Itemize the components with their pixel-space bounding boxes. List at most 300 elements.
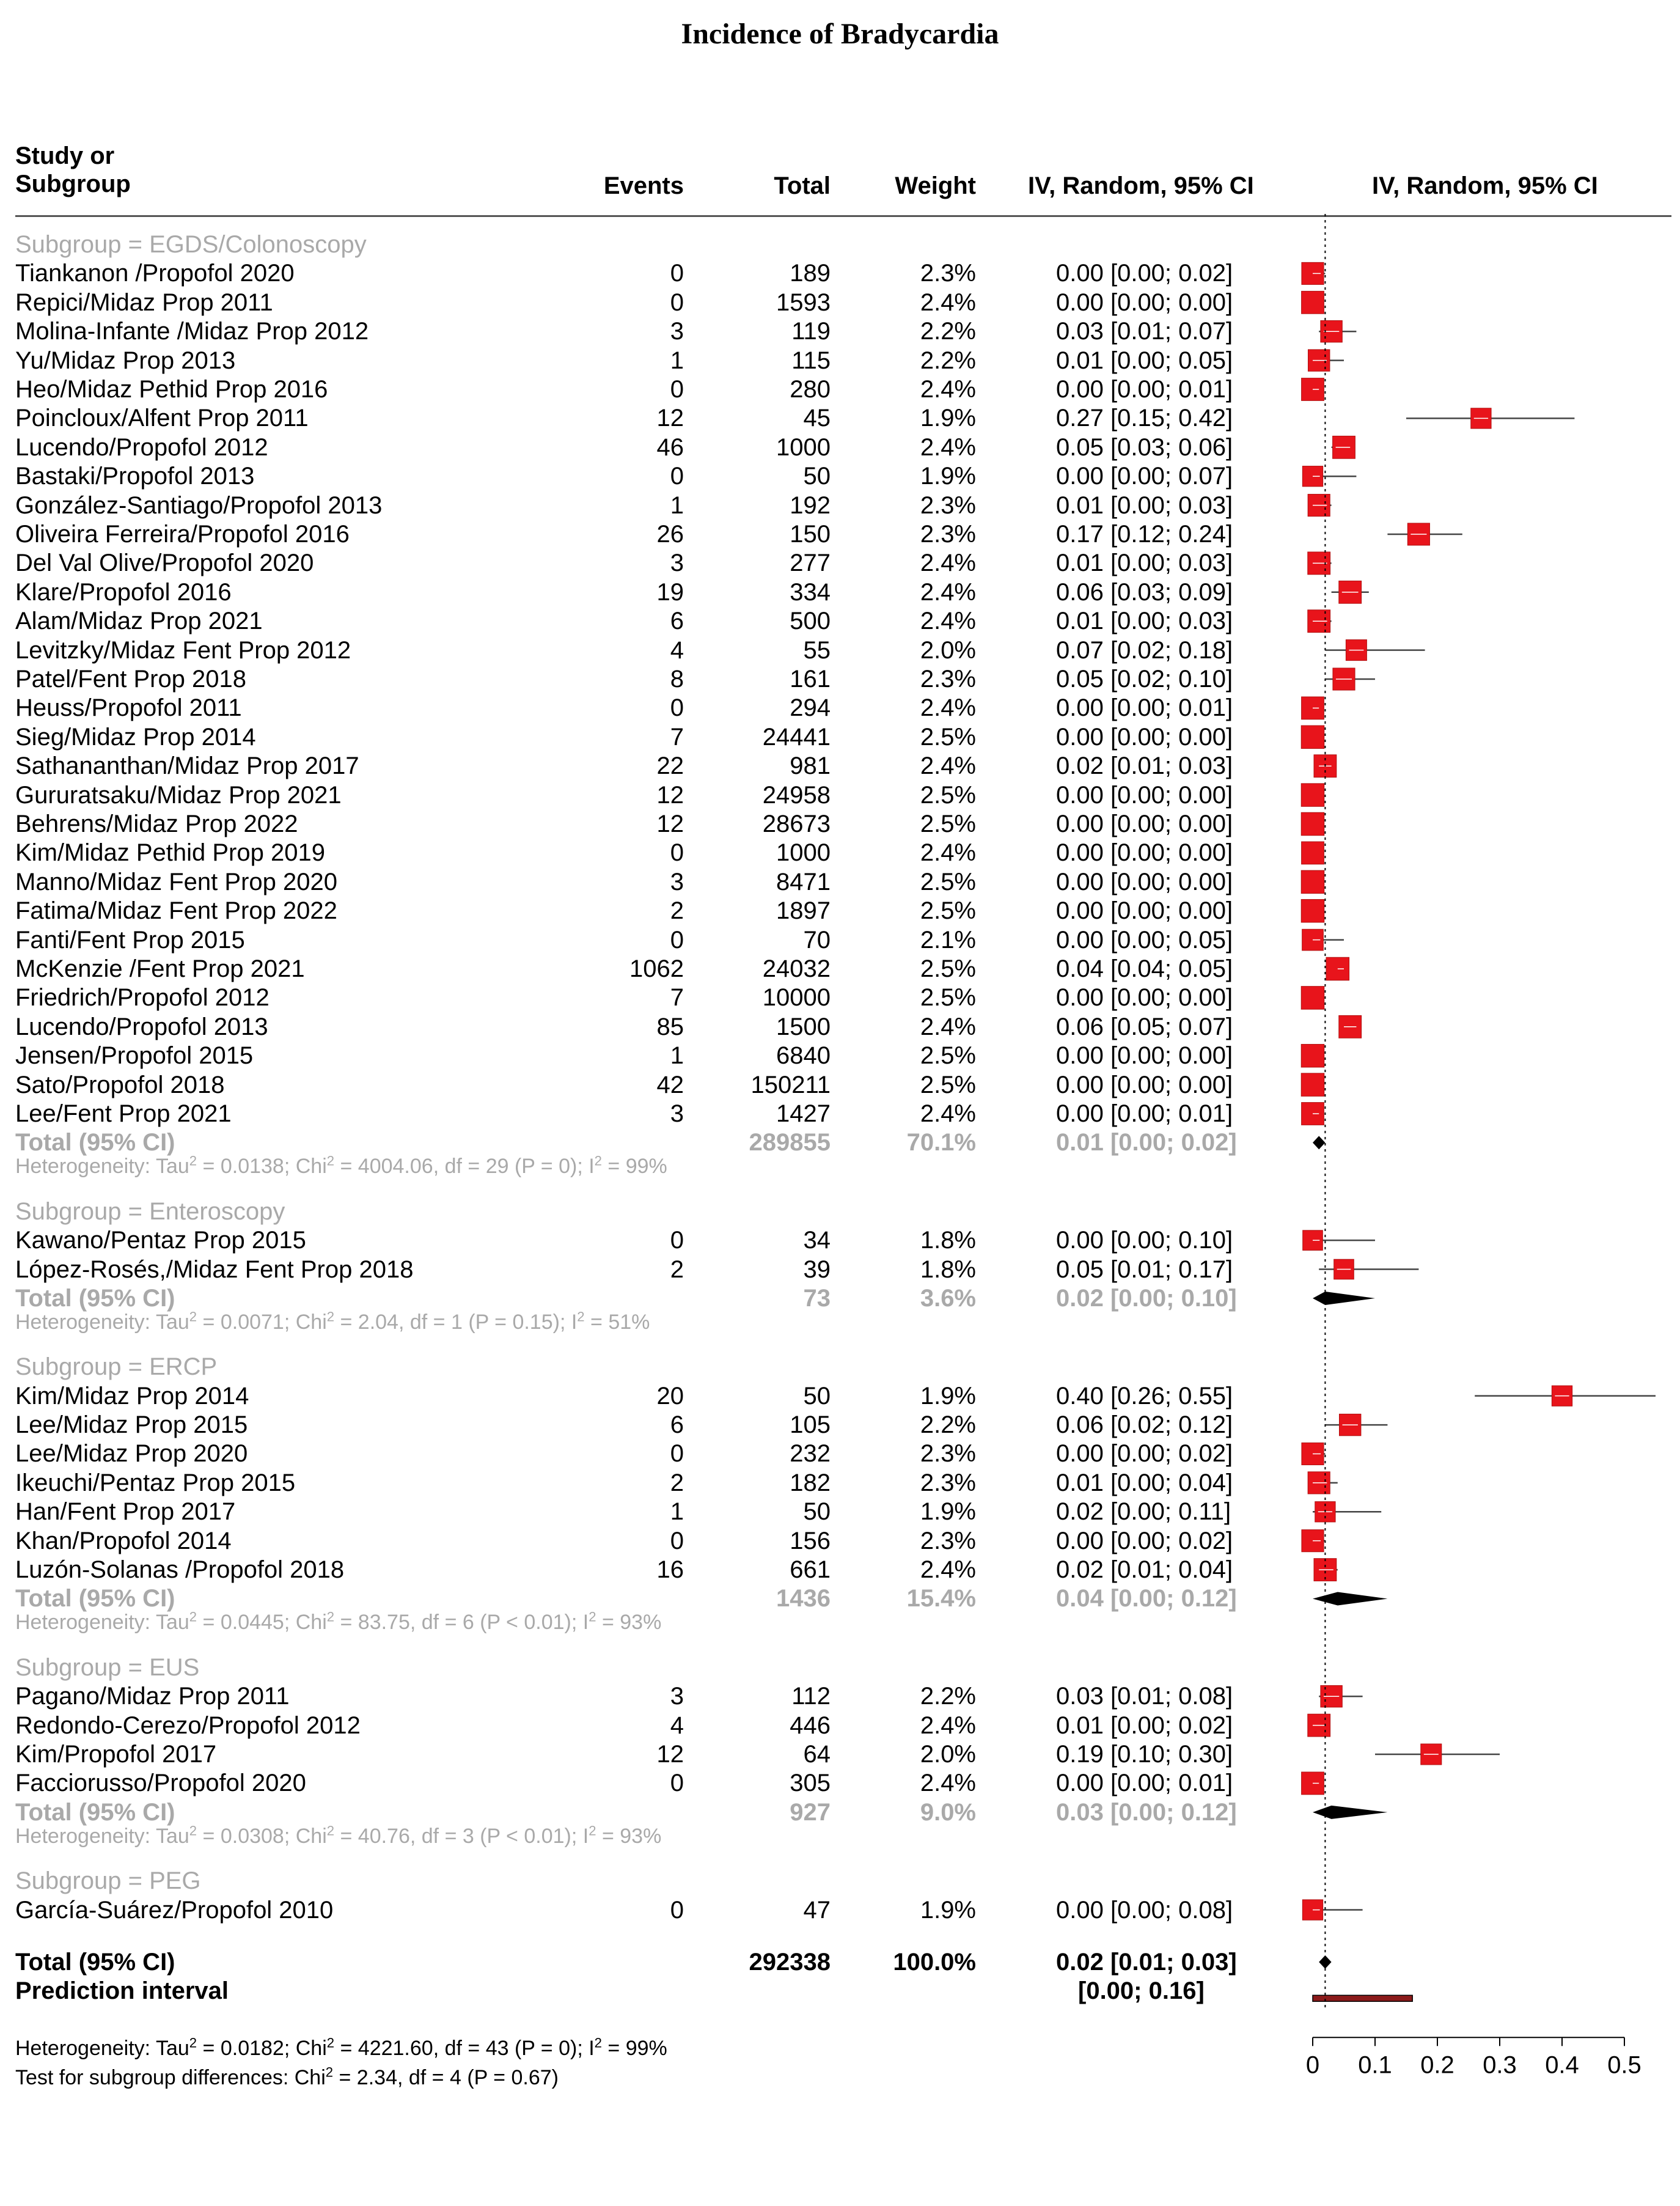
study-ci: 0.01 [0.00; 0.05] [1056, 347, 1233, 374]
study-total: 334 [790, 578, 831, 606]
study-ci: 0.02 [0.01; 0.03] [1056, 752, 1233, 780]
test-prefix: Test for subgroup differences: Chi [15, 2065, 326, 2089]
study-name: Lee/Midaz Prop 2015 [15, 1411, 248, 1439]
study-name: Kim/Propofol 2017 [15, 1741, 217, 1768]
subgroup-total-weight: 3.6% [920, 1284, 976, 1312]
study-name: Tiankanon /Propofol 2020 [15, 260, 295, 287]
study-total: 24958 [762, 781, 831, 809]
study-ci: 0.00 [0.00; 0.01] [1056, 376, 1233, 403]
het-i2: = 93% [596, 1611, 662, 1634]
study-name: González-Santiago/Propofol 2013 [15, 491, 383, 519]
study-events: 0 [670, 1896, 684, 1924]
study-weight: 2.3% [920, 260, 976, 287]
header-ci: IV, Random, 95% CI [1028, 172, 1254, 199]
study-events: 0 [670, 926, 684, 954]
study-events: 3 [670, 1100, 684, 1127]
study-name: Lucendo/Propofol 2013 [15, 1013, 268, 1040]
het-chi2: = 4221.60, df = 43 (P = 0); I [334, 2037, 595, 2061]
study-box [1301, 899, 1324, 922]
study-total: 70 [803, 926, 831, 954]
study-total: 39 [803, 1256, 831, 1283]
study-weight: 2.5% [920, 781, 976, 809]
het-prefix: Heterogeneity: Tau [15, 2037, 189, 2061]
header-plot: IV, Random, 95% CI [1372, 172, 1598, 199]
subgroup-total-label: Total (95% CI) [15, 1129, 175, 1156]
study-weight: 2.3% [920, 1469, 976, 1496]
study-weight: 1.8% [920, 1256, 976, 1283]
study-total: 1427 [776, 1100, 831, 1127]
study-total: 981 [790, 752, 831, 780]
study-weight: 2.5% [920, 897, 976, 925]
study-events: 4 [670, 636, 684, 664]
study-events: 1 [670, 491, 684, 519]
study-box [1301, 1073, 1324, 1097]
study-name: Yu/Midaz Prop 2013 [15, 347, 236, 374]
study-total: 150211 [750, 1071, 831, 1098]
study-ci: 0.00 [0.00; 0.00] [1056, 723, 1233, 751]
study-events: 2 [670, 1256, 684, 1283]
subgroup-test-text: Test for subgroup differences: Chi$^2$ = 2.34, df = 4 (P = 0.67) [15, 2064, 559, 2089]
study-ci: 0.00 [0.00; 0.01] [1056, 1770, 1233, 1797]
study-name: Khan/Propofol 2014 [15, 1527, 232, 1554]
study-name: Poincloux/Alfent Prop 2011 [15, 405, 309, 432]
study-total: 50 [803, 463, 831, 490]
subgroup-diamond [1313, 1292, 1375, 1305]
study-ci: 0.06 [0.03; 0.09] [1056, 578, 1233, 606]
study-ci: 0.19 [0.10; 0.30] [1056, 1741, 1233, 1768]
study-total: 45 [803, 405, 831, 432]
study-weight: 1.9% [920, 1498, 976, 1526]
study-total: 105 [790, 1411, 831, 1439]
study-events: 12 [656, 811, 684, 837]
study-name: Jensen/Propofol 2015 [15, 1042, 254, 1070]
overall-total-n: 292338 [749, 1948, 831, 1976]
study-name: Patel/Fent Prop 2018 [15, 666, 247, 693]
study-weight: 2.4% [920, 578, 976, 606]
study-name: Levitzky/Midaz Fent Prop 2012 [15, 636, 351, 664]
subgroup-total-weight: 9.0% [920, 1798, 976, 1826]
study-name: García-Suárez/Propofol 2010 [15, 1896, 334, 1924]
study-ci: 0.00 [0.00; 0.10] [1056, 1227, 1233, 1254]
study-total: 50 [803, 1498, 831, 1526]
study-weight: 2.4% [920, 752, 976, 780]
study-total: 277 [790, 550, 831, 577]
prediction-bar [1313, 1995, 1412, 2001]
x-tick-label: 0.3 [1483, 2051, 1517, 2079]
study-total: 1000 [776, 839, 831, 867]
study-events: 0 [670, 260, 684, 287]
study-weight: 2.5% [920, 1042, 976, 1070]
study-events: 1 [670, 347, 684, 374]
subgroup-label-text: Subgroup = ERCP [15, 1353, 218, 1381]
study-events: 7 [670, 984, 684, 1012]
study-ci: 0.00 [0.00; 0.02] [1056, 260, 1233, 287]
study-weight: 1.9% [920, 1896, 976, 1924]
subgroup-total-ci: 0.02 [0.00; 0.10] [1056, 1284, 1237, 1312]
study-weight: 2.1% [920, 926, 976, 954]
subgroup-label-text: Subgroup = EGDS/Colonoscopy [15, 231, 367, 258]
study-events: 0 [670, 1770, 684, 1797]
het-chi2: = 2.04, df = 1 (P = 0.15); I [334, 1310, 578, 1334]
het-tau2: = 0.0071; Chi [197, 1310, 327, 1334]
subgroup-heterogeneity-text: Heterogeneity: Tau$^2$ = 0.0071; Chi$^2$ = 2.04, df = 1 (P = 0.15); $I^2 = 51\%$ [15, 1309, 650, 1334]
study-total: 189 [790, 260, 831, 287]
study-name: López-Rosés,/Midaz Fent Prop 2018 [15, 1256, 414, 1283]
study-events: 0 [670, 463, 684, 490]
study-total: 156 [790, 1527, 831, 1554]
het-i2: = 99% [601, 1155, 667, 1178]
het-tau2: = 0.0138; Chi [197, 1155, 327, 1178]
study-name: Del Val Olive/Propofol 2020 [15, 550, 314, 577]
study-name: Molina-Infante /Midaz Prop 2012 [15, 318, 369, 345]
study-ci: 0.00 [0.00; 0.00] [1056, 289, 1233, 316]
study-events: 1 [670, 1498, 684, 1526]
study-ci: 0.00 [0.00; 0.08] [1056, 1896, 1233, 1924]
study-ci: 0.00 [0.00; 0.00] [1056, 897, 1233, 925]
study-ci: 0.00 [0.00; 0.00] [1056, 1071, 1233, 1098]
study-events: 85 [656, 1013, 684, 1040]
study-events: 2 [670, 1469, 684, 1496]
study-ci: 0.04 [0.04; 0.05] [1056, 955, 1233, 982]
subgroup-total-label: Total (95% CI) [15, 1585, 175, 1612]
study-name: Pagano/Midaz Prop 2011 [15, 1683, 290, 1710]
study-ci: 0.00 [0.00; 0.01] [1056, 1100, 1233, 1127]
study-weight: 2.4% [920, 433, 976, 461]
study-weight: 2.2% [920, 1683, 976, 1710]
study-events: 4 [670, 1711, 684, 1739]
subgroup-diamond [1313, 1806, 1387, 1819]
study-ci: 0.03 [0.01; 0.08] [1056, 1683, 1233, 1710]
study-weight: 2.3% [920, 666, 976, 693]
overall-heterogeneity-text: Heterogeneity: Tau$^2$ = 0.0182; Chi$^2$ = 4221.60, df = 43 (P = 0); $I^2 = 99\%$ [15, 2035, 667, 2061]
subgroup-total-n: 73 [803, 1284, 831, 1312]
study-weight: 2.0% [920, 636, 976, 664]
het-chi2: = 4004.06, df = 29 (P = 0); I [334, 1155, 595, 1178]
study-ci: 0.03 [0.01; 0.07] [1056, 318, 1233, 345]
study-box [1302, 291, 1324, 314]
subgroup-total-n: 289855 [749, 1129, 831, 1156]
study-ci: 0.00 [0.00; 0.00] [1056, 1042, 1233, 1070]
study-name: Klare/Propofol 2016 [15, 578, 232, 606]
subgroup-label-text: Subgroup = Enteroscopy [15, 1197, 285, 1225]
study-weight: 2.4% [920, 1100, 976, 1127]
study-events: 3 [670, 1683, 684, 1710]
study-name: Heuss/Propofol 2011 [15, 694, 242, 722]
study-total: 10000 [762, 984, 831, 1012]
study-events: 6 [670, 1411, 684, 1439]
study-weight: 2.0% [920, 1741, 976, 1768]
header-total: Total [774, 172, 831, 199]
study-box [1301, 870, 1324, 894]
subgroup-heterogeneity-text: Heterogeneity: Tau$^2$ = 0.0138; Chi$^2$ = 4004.06, df = 29 (P = 0); $I^2 = 99\%$ [15, 1153, 667, 1178]
het-prefix: Heterogeneity: Tau [15, 1611, 189, 1634]
study-events: 0 [670, 1440, 684, 1468]
study-weight: 2.3% [920, 1527, 976, 1554]
study-events: 6 [670, 608, 684, 635]
study-weight: 2.2% [920, 347, 976, 374]
study-ci: 0.27 [0.15; 0.42] [1056, 405, 1233, 432]
subgroup-label-text: Subgroup = EUS [15, 1653, 200, 1681]
study-box [1301, 784, 1324, 807]
study-weight: 2.4% [920, 289, 976, 316]
study-name: McKenzie /Fent Prop 2021 [15, 955, 305, 982]
study-name: Fatima/Midaz Fent Prop 2022 [15, 897, 337, 925]
study-ci: 0.00 [0.00; 0.02] [1056, 1527, 1233, 1554]
study-name: Kim/Midaz Prop 2014 [15, 1382, 249, 1410]
study-total: 119 [791, 318, 831, 345]
study-name: Heo/Midaz Pethid Prop 2016 [15, 376, 328, 403]
study-weight: 2.2% [920, 318, 976, 345]
study-weight: 2.4% [920, 1556, 976, 1584]
study-total: 305 [790, 1770, 831, 1797]
study-events: 0 [670, 289, 684, 316]
het-chi2: = 83.75, df = 6 (P < 0.01); I [334, 1611, 589, 1634]
study-weight: 2.3% [920, 521, 976, 548]
study-total: 661 [790, 1556, 831, 1584]
study-name: Ikeuchi/Pentaz Prop 2015 [15, 1469, 296, 1496]
study-box [1301, 726, 1324, 749]
study-name: Kim/Midaz Pethid Prop 2019 [15, 839, 325, 867]
study-total: 150 [790, 521, 831, 548]
study-name: Friedrich/Propofol 2012 [15, 984, 270, 1012]
study-total: 115 [791, 347, 831, 374]
het-tau2: = 0.0308; Chi [197, 1824, 327, 1848]
study-weight: 2.4% [920, 694, 976, 722]
overall-total-ci: 0.02 [0.01; 0.03] [1056, 1948, 1237, 1976]
subgroup-diamond [1313, 1136, 1325, 1149]
x-tick-label: 0.1 [1358, 2051, 1392, 2079]
study-name: Bastaki/Propofol 2013 [15, 463, 255, 490]
study-weight: 2.4% [920, 839, 976, 867]
study-total: 24441 [762, 723, 831, 751]
study-events: 1 [670, 1042, 684, 1070]
study-name: Behrens/Midaz Prop 2022 [15, 811, 298, 837]
study-name: Lucendo/Propofol 2012 [15, 433, 268, 461]
study-weight: 2.3% [920, 491, 976, 519]
study-name: Lee/Midaz Prop 2020 [15, 1440, 248, 1468]
study-total: 182 [790, 1469, 831, 1496]
study-total: 1500 [776, 1013, 831, 1040]
study-total: 8471 [776, 868, 831, 895]
study-box [1301, 1044, 1324, 1067]
study-events: 12 [656, 1741, 684, 1768]
study-ci: 0.00 [0.00; 0.00] [1056, 781, 1233, 809]
study-weight: 2.4% [920, 550, 976, 577]
study-total: 446 [790, 1711, 831, 1739]
study-events: 20 [656, 1382, 684, 1410]
study-events: 12 [656, 405, 684, 432]
study-name: Han/Fent Prop 2017 [15, 1498, 236, 1526]
het-prefix: Heterogeneity: Tau [15, 1155, 189, 1178]
subgroup-total-ci: 0.04 [0.00; 0.12] [1056, 1585, 1237, 1612]
study-total: 1897 [776, 897, 831, 925]
x-tick-label: 0.2 [1420, 2051, 1454, 2079]
study-name: Facciorusso/Propofol 2020 [15, 1770, 306, 1797]
study-events: 26 [656, 521, 684, 548]
study-name: Sieg/Midaz Prop 2014 [15, 723, 256, 751]
study-weight: 2.4% [920, 1013, 976, 1040]
study-weight: 2.4% [920, 1770, 976, 1797]
study-box [1301, 812, 1324, 836]
study-name: Manno/Midaz Fent Prop 2020 [15, 868, 337, 895]
study-events: 0 [670, 839, 684, 867]
overall-total-weight: 100.0% [893, 1948, 976, 1976]
study-weight: 1.8% [920, 1227, 976, 1254]
subgroup-total-ci: 0.01 [0.00; 0.02] [1056, 1129, 1237, 1156]
study-events: 1062 [629, 955, 684, 982]
study-weight: 2.4% [920, 608, 976, 635]
study-ci: 0.05 [0.01; 0.17] [1056, 1256, 1233, 1283]
prediction-ci: [0.00; 0.16] [1078, 1977, 1205, 2005]
study-total: 1000 [776, 433, 831, 461]
study-ci: 0.01 [0.00; 0.02] [1056, 1711, 1233, 1739]
het-chi2: = 40.76, df = 3 (P < 0.01); I [334, 1824, 589, 1848]
study-events: 16 [656, 1556, 684, 1584]
study-name: Repici/Midaz Prop 2011 [15, 289, 273, 316]
study-ci: 0.40 [0.26; 0.55] [1056, 1382, 1233, 1410]
x-tick-label: 0.4 [1545, 2051, 1579, 2079]
het-prefix: Heterogeneity: Tau [15, 1824, 189, 1848]
het-tau2: = 0.0182; Chi [197, 2037, 327, 2061]
study-ci: 0.00 [0.00; 0.05] [1056, 926, 1233, 954]
study-total: 161 [790, 666, 831, 693]
x-tick-label: 0.5 [1607, 2051, 1641, 2079]
study-events: 8 [670, 666, 684, 693]
study-total: 192 [790, 491, 831, 519]
study-total: 24032 [762, 955, 831, 982]
study-ci: 0.00 [0.00; 0.00] [1056, 839, 1233, 867]
chart-title: Incidence of Bradycardia [681, 18, 999, 50]
study-events: 0 [670, 1527, 684, 1554]
study-name: Sathananthan/Midaz Prop 2017 [15, 752, 359, 780]
study-weight: 2.5% [920, 868, 976, 895]
subgroup-total-n: 1436 [776, 1585, 831, 1612]
study-name: Oliveira Ferreira/Propofol 2016 [15, 521, 350, 548]
subgroup-total-ci: 0.03 [0.00; 0.12] [1056, 1798, 1237, 1826]
study-ci: 0.00 [0.00; 0.00] [1056, 868, 1233, 895]
prediction-label: Prediction interval [15, 1977, 229, 2005]
study-ci: 0.17 [0.12; 0.24] [1056, 521, 1233, 548]
study-total: 50 [803, 1382, 831, 1410]
study-ci: 0.07 [0.02; 0.18] [1056, 636, 1233, 664]
study-weight: 2.5% [920, 984, 976, 1012]
study-weight: 2.5% [920, 1071, 976, 1098]
overall-total-label: Total (95% CI) [15, 1948, 175, 1976]
study-events: 3 [670, 318, 684, 345]
study-weight: 2.2% [920, 1411, 976, 1439]
header-weight: Weight [895, 172, 976, 199]
study-events: 2 [670, 897, 684, 925]
study-name: Alam/Midaz Prop 2021 [15, 608, 263, 635]
study-ci: 0.01 [0.00; 0.04] [1056, 1469, 1233, 1496]
study-events: 3 [670, 868, 684, 895]
study-events: 0 [670, 376, 684, 403]
study-weight: 1.9% [920, 1382, 976, 1410]
study-weight: 2.5% [920, 811, 976, 837]
study-ci: 0.00 [0.00; 0.02] [1056, 1440, 1233, 1468]
study-name: Kawano/Pentaz Prop 2015 [15, 1227, 306, 1254]
study-ci: 0.01 [0.00; 0.03] [1056, 550, 1233, 577]
study-ci: 0.05 [0.03; 0.06] [1056, 433, 1233, 461]
study-ci: 0.01 [0.00; 0.03] [1056, 491, 1233, 519]
study-weight: 1.9% [920, 463, 976, 490]
study-events: 0 [670, 694, 684, 722]
study-total: 1593 [776, 289, 831, 316]
het-tau2: = 0.0445; Chi [197, 1611, 327, 1634]
subgroup-label-text: Subgroup = PEG [15, 1867, 201, 1895]
study-ci: 0.02 [0.01; 0.04] [1056, 1556, 1233, 1584]
study-box [1301, 987, 1324, 1010]
study-total: 28673 [762, 811, 831, 837]
study-total: 112 [791, 1683, 831, 1710]
study-events: 19 [656, 578, 684, 606]
study-events: 42 [656, 1071, 684, 1098]
study-total: 34 [803, 1227, 831, 1254]
study-events: 0 [670, 1227, 684, 1254]
study-total: 6840 [776, 1042, 831, 1070]
study-ci: 0.00 [0.00; 0.01] [1056, 694, 1233, 722]
study-name: Redondo-Cerezo/Propofol 2012 [15, 1711, 361, 1739]
het-i2: = 51% [584, 1310, 650, 1334]
study-weight: 1.9% [920, 405, 976, 432]
het-i2: = 99% [601, 2037, 667, 2061]
study-ci: 0.00 [0.00; 0.07] [1056, 463, 1233, 490]
study-total: 232 [790, 1440, 831, 1468]
subgroup-diamond [1313, 1592, 1387, 1605]
study-total: 280 [790, 376, 831, 403]
study-ci: 0.00 [0.00; 0.00] [1056, 811, 1233, 837]
study-weight: 2.5% [920, 955, 976, 982]
x-tick-label: 0 [1305, 2051, 1320, 2079]
header-events: Events [603, 172, 684, 199]
subgroup-heterogeneity-text: Heterogeneity: Tau$^2$ = 0.0445; Chi$^2$ = 83.75, df = 6 (P < 0.01); $I^2 = 93\%$ [15, 1609, 662, 1634]
study-weight: 2.5% [920, 723, 976, 751]
het-prefix: Heterogeneity: Tau [15, 1310, 189, 1334]
het-i2: = 93% [596, 1824, 662, 1848]
study-ci: 0.01 [0.00; 0.03] [1056, 608, 1233, 635]
study-events: 46 [656, 433, 684, 461]
study-total: 47 [803, 1896, 831, 1924]
study-total: 55 [803, 636, 831, 664]
subgroup-heterogeneity-text: Heterogeneity: Tau$^2$ = 0.0308; Chi$^2$ = 40.76, df = 3 (P < 0.01); $I^2 = 93\%$ [15, 1823, 662, 1848]
study-events: 3 [670, 550, 684, 577]
test-chi2: = 2.34, df = 4 (P = 0.67) [333, 2065, 559, 2089]
header-study-text: Study or Subgroup [15, 142, 131, 197]
study-name: Fanti/Fent Prop 2015 [15, 926, 245, 954]
study-events: 22 [656, 752, 684, 780]
study-name: Gururatsaku/Midaz Prop 2021 [15, 781, 342, 809]
study-events: 12 [656, 781, 684, 809]
study-total: 294 [790, 694, 831, 722]
study-ci: 0.00 [0.00; 0.00] [1056, 984, 1233, 1012]
study-name: Lee/Fent Prop 2021 [15, 1100, 232, 1127]
study-ci: 0.02 [0.00; 0.11] [1056, 1498, 1231, 1526]
study-ci: 0.06 [0.02; 0.12] [1056, 1411, 1233, 1439]
subgroup-total-label: Total (95% CI) [15, 1798, 175, 1826]
subgroup-total-weight: 70.1% [906, 1129, 976, 1156]
study-weight: 2.4% [920, 1711, 976, 1739]
study-box [1302, 842, 1324, 864]
study-weight: 2.4% [920, 376, 976, 403]
study-weight: 2.3% [920, 1440, 976, 1468]
subgroup-total-weight: 15.4% [906, 1585, 976, 1612]
study-events: 7 [670, 723, 684, 751]
study-name: Luzón-Solanas /Propofol 2018 [15, 1556, 345, 1584]
study-total: 500 [790, 608, 831, 635]
study-name: Sato/Propofol 2018 [15, 1071, 225, 1098]
study-ci: 0.05 [0.02; 0.10] [1056, 666, 1233, 693]
subgroup-total-label: Total (95% CI) [15, 1284, 175, 1312]
